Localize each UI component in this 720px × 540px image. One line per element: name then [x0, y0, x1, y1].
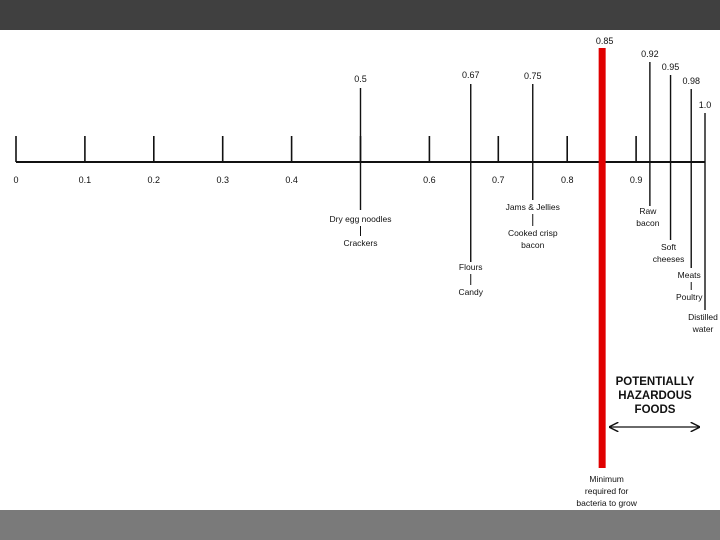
food-label: Crackers	[343, 238, 378, 248]
hazard-label-line: POTENTIALLY	[615, 376, 695, 388]
hazard-label-line: HAZARDOUS	[618, 390, 692, 402]
food-label: Meats	[677, 270, 701, 280]
marker-value-label: 1.0	[698, 100, 712, 110]
hazard-label-line: FOODS	[634, 404, 676, 416]
food-marker	[458, 70, 483, 297]
axis-tick-label: 0.9	[629, 175, 643, 185]
food-label: Flours	[458, 262, 483, 272]
food-label: Poultry	[675, 292, 703, 302]
marker-value-label: 0.92	[641, 49, 659, 59]
marker-value-label: 0.5	[354, 74, 367, 84]
threshold-note-line: required for	[584, 486, 629, 496]
food-label: bacon	[521, 240, 545, 250]
threshold-group	[576, 36, 637, 508]
hazard-group	[610, 376, 699, 427]
marker-value-label: 0.75	[523, 71, 542, 81]
axis-tick-label: 0.1	[78, 175, 92, 185]
food-label: Raw	[639, 206, 657, 216]
food-label: Cooked crisp	[507, 228, 558, 238]
threshold-bar	[599, 48, 606, 468]
food-label: Dry egg noodles	[329, 214, 392, 224]
food-label: Distilled	[688, 312, 718, 322]
axis-tick-label: 0.8	[560, 175, 574, 185]
marker-value-label: 0.98	[682, 76, 700, 86]
food-marker	[636, 49, 659, 228]
axis-tick-label: 0.2	[147, 175, 161, 185]
food-label: cheeses	[652, 254, 685, 264]
food-label: Candy	[458, 287, 484, 297]
threshold-value-label: 0.85	[595, 36, 614, 46]
marker-value-label: 0.95	[661, 62, 680, 72]
food-label: Soft	[660, 242, 677, 252]
food-marker	[506, 71, 560, 250]
food-label: Jams & Jellies	[505, 202, 560, 212]
threshold-note-line: Minimum	[589, 474, 624, 484]
axis-tick-label: 0.6	[423, 175, 436, 185]
axis-tick-label: 0.3	[216, 175, 229, 185]
marker-value-label: 0.67	[461, 70, 480, 80]
food-label: bacon	[636, 218, 660, 228]
food-markers	[330, 49, 719, 334]
food-label: water	[692, 324, 714, 334]
axis-tick-label: 0.4	[285, 175, 298, 185]
axis-tick-label: 0	[13, 175, 19, 185]
threshold-note-line: bacteria to grow	[576, 498, 637, 508]
axis-tick-label: 0.7	[492, 175, 505, 185]
